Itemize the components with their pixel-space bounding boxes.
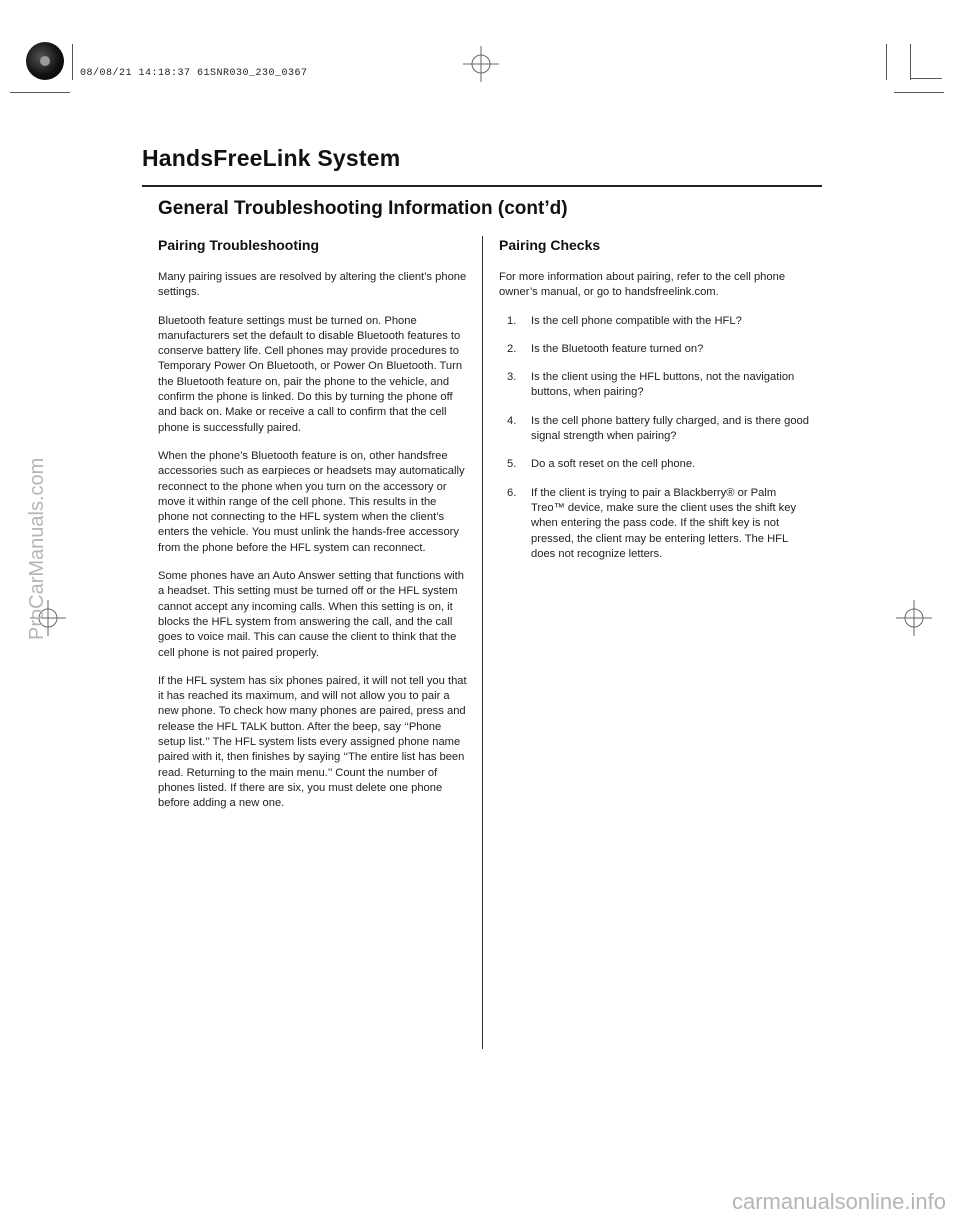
- paragraph: When the phone’s Bluetooth feature is on, other handsfree accessories such as earpieces or headsets may automatically reconnect to the phone when you turn on the accessory or move it within range of the cell phone. This results in the phone not connecting to the HFL system when the client’s enters the vehicle. You must unlink the hands-free accessory from the phone before the HFL system can reconnect.: [158, 449, 465, 554]
- item-number: 3.: [507, 371, 517, 384]
- intro-paragraph: For more information about pairing, refer to the cell phone owner’s manual, or go to handsfreelink.com.: [499, 271, 786, 299]
- column-divider: [482, 236, 483, 1049]
- list-item: [499, 486, 809, 562]
- paragraph: Many pairing issues are resolved by altering the client’s phone settings.: [158, 271, 467, 299]
- crop-mark: [894, 92, 944, 93]
- item-text: Is the client using the HFL buttons, not the navigation buttons, when pairing?: [531, 371, 795, 399]
- item-number: 5.: [507, 458, 517, 471]
- paragraph: If the HFL system has six phones paired, it will not tell you that it has reached its maximum, and will not allow you to pair a new phone. To check how many phones are paired, press and release the HFL TALK button. After the beep, say ‘‘Phone setup list.’’ The HFL system lists every assigned phone name paired with it, then finishes by saying ‘‘The entire list has been read. Returning to the main menu.’’ Count the number of phones listed. If there are six, you must delete one phone before adding a new one.: [158, 674, 467, 810]
- crop-mark: [10, 92, 70, 93]
- crop-mark: [910, 44, 911, 80]
- left-column-heading: Pairing Troubleshooting: [158, 237, 319, 253]
- title-rule: [142, 185, 822, 187]
- right-column-body: [499, 270, 809, 575]
- crop-mark: [72, 44, 73, 80]
- item-text: Is the cell phone battery fully charged, and is there good signal strength when pairing?: [531, 414, 809, 443]
- item-text: Is the Bluetooth feature turned on?: [531, 342, 704, 355]
- item-number: 2.: [507, 342, 517, 355]
- item-number: 1.: [507, 314, 517, 327]
- side-watermark: ProCarManuals.com: [26, 457, 48, 640]
- list-item: [499, 414, 809, 445]
- print-stamp: 08/08/21 14:18:37 61SNR030_230_0367: [80, 68, 308, 79]
- paragraph: Some phones have an Auto Answer setting that functions with a headset. This setting must be turned off or the HFL system cannot accept any incoming calls. When this setting is on, it blocks the HFL system from answering the call, and the call goes to voice mail. This can cause the client to think that the cell phone is not paired properly.: [158, 570, 464, 659]
- item-text: Do a soft reset on the cell phone.: [531, 458, 696, 471]
- paragraph: Bluetooth feature settings must be turned on. Phone manufacturers set the default to disable Bluetooth features to conserve battery life. Cell phones may provide procedures to Temporary Power On Bluetooth, or Power On Bluetooth. Turn the Bluetooth feature on, pair the phone to the vehicle, and confirm the phone is linked. Do this by turning the phone off and back on. Make or receive a call to confirm that the cell phone is successfully paired.: [158, 314, 463, 434]
- item-text: Is the cell phone compatible with the HFL?: [531, 314, 742, 327]
- left-column-body: [158, 270, 468, 825]
- item-text: If the client is trying to pair a Blackberry® or Palm Treo™ device, make sure the client uses the shift key when entering the pass code. If the shift key is not pressed, the client may be entering letters. The HFL does not recognize letters.: [531, 486, 797, 560]
- list-item: [499, 457, 809, 472]
- registration-dot-icon: [26, 42, 64, 80]
- right-column-heading: Pairing Checks: [499, 237, 601, 253]
- pairing-checks-list: [499, 314, 809, 563]
- crop-mark: [910, 78, 942, 79]
- list-item: [499, 370, 809, 401]
- list-item: [499, 342, 809, 357]
- page-title: HandsFreeLink System: [142, 145, 401, 171]
- crop-mark: [886, 44, 887, 80]
- item-number: 6.: [507, 486, 517, 499]
- crosshair-icon: [463, 46, 499, 82]
- list-item: [499, 314, 809, 329]
- bottom-watermark: carmanualsonline.info: [731, 1189, 946, 1214]
- crosshair-icon: [896, 600, 932, 636]
- section-subtitle: General Troubleshooting Information (cont’d): [158, 198, 568, 219]
- item-number: 4.: [507, 414, 517, 427]
